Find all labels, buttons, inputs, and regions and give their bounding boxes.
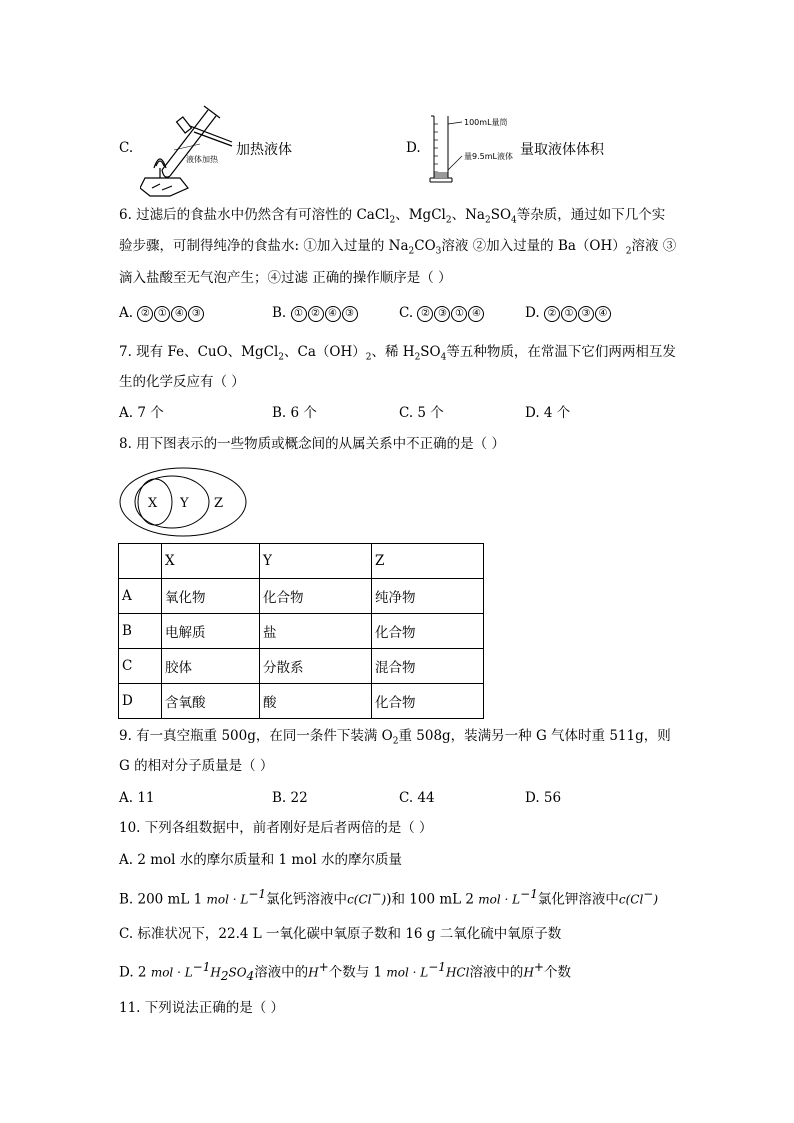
venn-label-z: Z — [214, 496, 224, 511]
q7-line-2: 生的化学反应有（ ） — [119, 374, 245, 390]
q7-option-b[interactable]: B. 6 个 — [272, 405, 317, 421]
q6-line-1: 6. 过滤后的食盐水中仍然含有可溶性的 CaCl$_2$、MgCl$_2$、$Na_2SO_4$等杂质，通过如下几个实 — [119, 207, 666, 226]
q10-option-d[interactable]: D. 2 mol · $L^{-1}H_2SO_4$溶液中的H+个数与 1 mol · $L^{-1}HCl$溶液中的H+个数 — [119, 960, 571, 984]
q9-option-a[interactable]: A. 11 — [119, 790, 155, 806]
q9-option-b[interactable]: B. 22 — [272, 790, 308, 806]
table-cell: C — [119, 649, 162, 684]
table-cell: A — [119, 579, 162, 614]
table-cell: 胶体 — [162, 649, 260, 684]
table-cell: 混合物 — [372, 649, 484, 684]
table-cell: 化合物 — [372, 614, 484, 649]
figure-label-top: 100mL量筒 — [464, 118, 508, 127]
table-row — [119, 579, 484, 614]
q6-line-2: 验步骤，可制得纯净的食盐水: ①加入过量的 $Na_2CO_3$溶液 ②加入过量的 $Ba(OH)_2$溶液 ③ — [119, 238, 677, 257]
q6-option-c[interactable]: C. ② ③ ① ④ — [399, 303, 485, 323]
table-row — [119, 684, 484, 719]
table-cell: 盐 — [260, 614, 372, 649]
venn-label-x: X — [148, 496, 158, 511]
q6-option-b[interactable]: B. ① ② ④ ③ — [272, 303, 359, 323]
q6-option-d[interactable]: D. ② ① ③ ④ — [525, 303, 612, 323]
option-label: 量取液体体积 — [520, 142, 604, 158]
q10-option-a[interactable]: A. 2 mol 水的摩尔质量和 1 mol 水的摩尔质量 — [119, 852, 402, 868]
option-label: 加热液体 — [236, 142, 292, 158]
table-cell: Z — [372, 544, 484, 579]
table-cell — [119, 544, 162, 579]
q9-option-d[interactable]: D. 56 — [525, 790, 562, 806]
q9-line-2: G 的相对分子质量是（ ） — [119, 758, 274, 774]
q11-line-1: 11. 下列说法正确的是（ ） — [119, 1000, 285, 1016]
table-cell: 电解质 — [162, 614, 260, 649]
table-row — [119, 649, 484, 684]
classification-table — [118, 543, 484, 719]
q7-line-1: 7. 现有 Fe、CuO、MgCl$_2$、$Ca(OH)_2$、稀 $H_2SO_4$等五种物质，在常温下它们两两相互发 — [119, 344, 676, 363]
option-letter: C. — [119, 140, 134, 156]
figure-label: 液体加热 — [186, 155, 218, 164]
q7-option-a[interactable]: A. 7 个 — [119, 405, 164, 421]
table-cell: 纯净物 — [372, 579, 484, 614]
table-cell: 酸 — [260, 684, 372, 719]
table-header-row — [119, 544, 484, 579]
q7-option-c[interactable]: C. 5 个 — [399, 405, 444, 421]
heating-liquid-figure — [140, 100, 240, 198]
table-cell: B — [119, 614, 162, 649]
table-cell: 含氧酸 — [162, 684, 260, 719]
q6-option-a[interactable]: A. ② ① ④ ③ — [119, 303, 205, 323]
table-row — [119, 614, 484, 649]
table-cell: Y — [260, 544, 372, 579]
table-cell: 氧化物 — [162, 579, 260, 614]
venn-diagram — [118, 466, 250, 540]
q10-option-b[interactable]: B. 200 mL 1 mol · $L^{-1}$氯化钙溶液中c(Cl−))和 100 mL 2 mol · $L^{-1}$氯化钾溶液中c(Cl−) — [119, 887, 659, 908]
option-letter: D. — [406, 140, 421, 156]
venn-label-y: Y — [180, 496, 189, 511]
table-cell: 化合物 — [372, 684, 484, 719]
figure-label-bottom: 量9.5mL液体 — [464, 152, 513, 161]
q6-line-3: 滴入盐酸至无气泡产生；④过滤 正确的操作顺序是（ ） — [119, 270, 452, 286]
table-cell: 分散系 — [260, 649, 372, 684]
q9-line-1: 9. 有一真空瓶重 500g，在同一条件下装满 $O_2$重 508g，装满另一种 G 气体时重 511g，则 — [119, 728, 671, 747]
q10-option-c[interactable]: C. 标准状况下，22.4 L 一氧化碳中氧原子数和 16 g 二氧化硫中氧原子数 — [119, 926, 562, 942]
q9-option-c[interactable]: C. 44 — [399, 790, 435, 806]
graduated-cylinder-figure — [428, 112, 520, 186]
table-cell: 化合物 — [260, 579, 372, 614]
q7-option-d[interactable]: D. 4 个 — [525, 405, 571, 421]
q8-line-1: 8. 用下图表示的一些物质或概念间的从属关系中不正确的是（ ） — [119, 436, 505, 452]
q10-line-1: 10. 下列各组数据中，前者刚好是后者两倍的是（ ） — [119, 820, 433, 836]
table-cell: X — [162, 544, 260, 579]
table-cell: D — [119, 684, 162, 719]
